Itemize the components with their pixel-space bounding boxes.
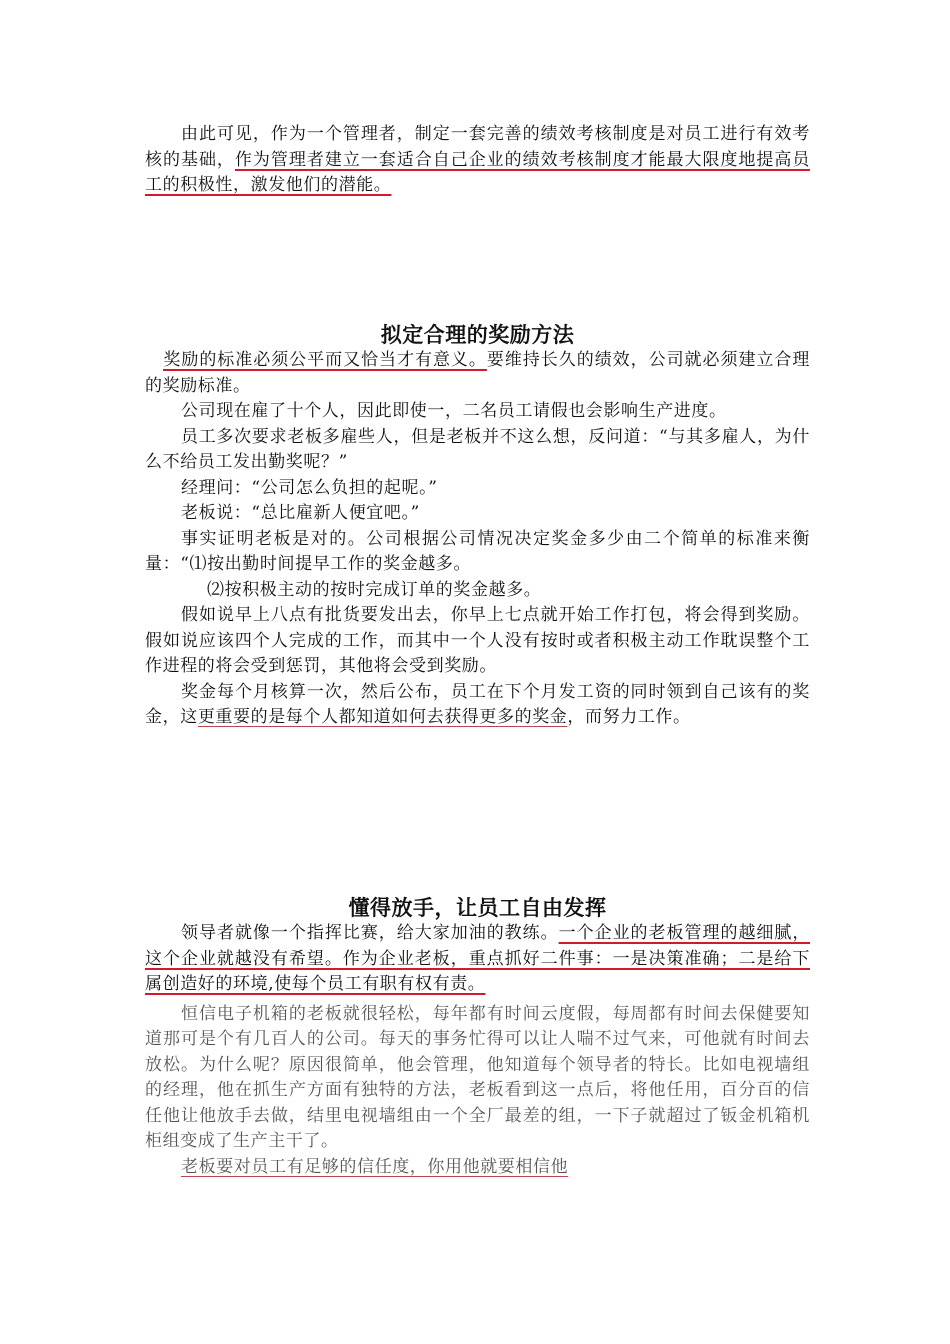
bonus-criteria-item-2: ⑵按积极主动的按时完成订单的奖金越多。	[207, 579, 542, 600]
bonus-payment-end-text: ，而努力工作。	[567, 707, 691, 727]
manager-question-paragraph: 经理问：“公司怎么负担的起呢。”	[181, 477, 438, 498]
example-paragraph: 假如说早上八点有批货要发出去，你早上七点就开始工作打包，将会得到奖励。假如说应该四个人完成的工作，而其中一个人没有按时或者积极主动工作耽误整个工作进程的将会受到惩罚，其他将会受到奖励。	[145, 605, 810, 676]
reward-method-section	[145, 348, 810, 731]
empower-employees-section	[145, 921, 810, 1180]
conclusion-paragraph	[145, 122, 810, 199]
reward-standard-paragraph	[145, 348, 810, 399]
bonus-payment-paragraph	[145, 680, 810, 731]
conclusion-section	[145, 122, 810, 199]
reward-method-heading: 拟定合理的奖励方法	[380, 323, 575, 347]
bonus-criteria-paragraph: 事实证明老板是对的。公司根据公司情况决定奖金多少由二个简单的标准来衡量：“⑴按出勤时间提早工作的奖金越多。	[145, 528, 810, 574]
bonus-payment-underlined-text: 更重要的是每个人都知道如何去获得更多的奖金	[197, 707, 568, 727]
employee-request-paragraph: 员工多次要求老板多雇些人，但是老板并不这么想，反问道：“与其多雇人，为什么不给员工发出勤奖呢？”	[145, 426, 810, 472]
trust-paragraph	[145, 1155, 810, 1181]
staffing-paragraph: 公司现在雇了十个人，因此即使一，二名员工请假也会影响生产进度。	[181, 401, 727, 421]
bonus-payment-text: 奖金每个月核算一次，然后公布，员工在下个月发工资的同时领到自己该有的奖金，这	[145, 681, 810, 727]
conclusion-text: 由此可见，作为一个管理者，制定一套完善的绩效考核制度是对员工进行有效考核的基础，	[145, 124, 810, 170]
empower-employees-heading: 懂得放手，让员工自由发挥	[348, 896, 607, 920]
reward-standard-underlined-text: 奖励的标准必须公平而又恰当才有意义。	[163, 350, 487, 370]
coach-paragraph	[145, 921, 810, 998]
hengxin-example-paragraph: 恒信电子机箱的老板就很轻松，每年都有时间云度假，每周都有时间去保健要知道那可是个有几百人的公司。每天的事务忙得可以让人喘不过气来，可他就有时间去放松。为什么呢？原因很简单，他会管理，他知道每个领导者的特长。比如电视墙组的经理，他在抓生产方面有独特的方法，老板看到这一点后，将他任用，百分百的信任他让他放手去做，结里电视墙组由一个全厂最差的组，一下子就超过了钣金机箱机柜组变成了生产主干了。	[145, 1003, 810, 1151]
boss-answer-paragraph: 老板说：“总比雇新人便宜吧。”	[181, 503, 420, 523]
trust-underlined-text: 老板要对员工有足够的信任度，你用他就要相信他	[181, 1156, 569, 1177]
reward-standard-text: 要维持长久的绩效，公司就必须建立合理的奖励标准。	[145, 350, 810, 396]
coach-text: 领导者就像一个指挥比赛，给大家加油的教练。	[181, 923, 559, 943]
conclusion-underlined-text: 作为管理者建立一套适合自己企业的绩效考核制度才能最大限度地提高员工的积极性，激发他们的潜能。	[145, 149, 811, 195]
coach-underlined-text: 一个企业的老板管理的越细腻，这个企业就越没有希望。作为企业老板，重点抓好二件事：一是决策准确；二是给下属创造好的环境,使每个员工有职有权有责。	[145, 923, 810, 994]
